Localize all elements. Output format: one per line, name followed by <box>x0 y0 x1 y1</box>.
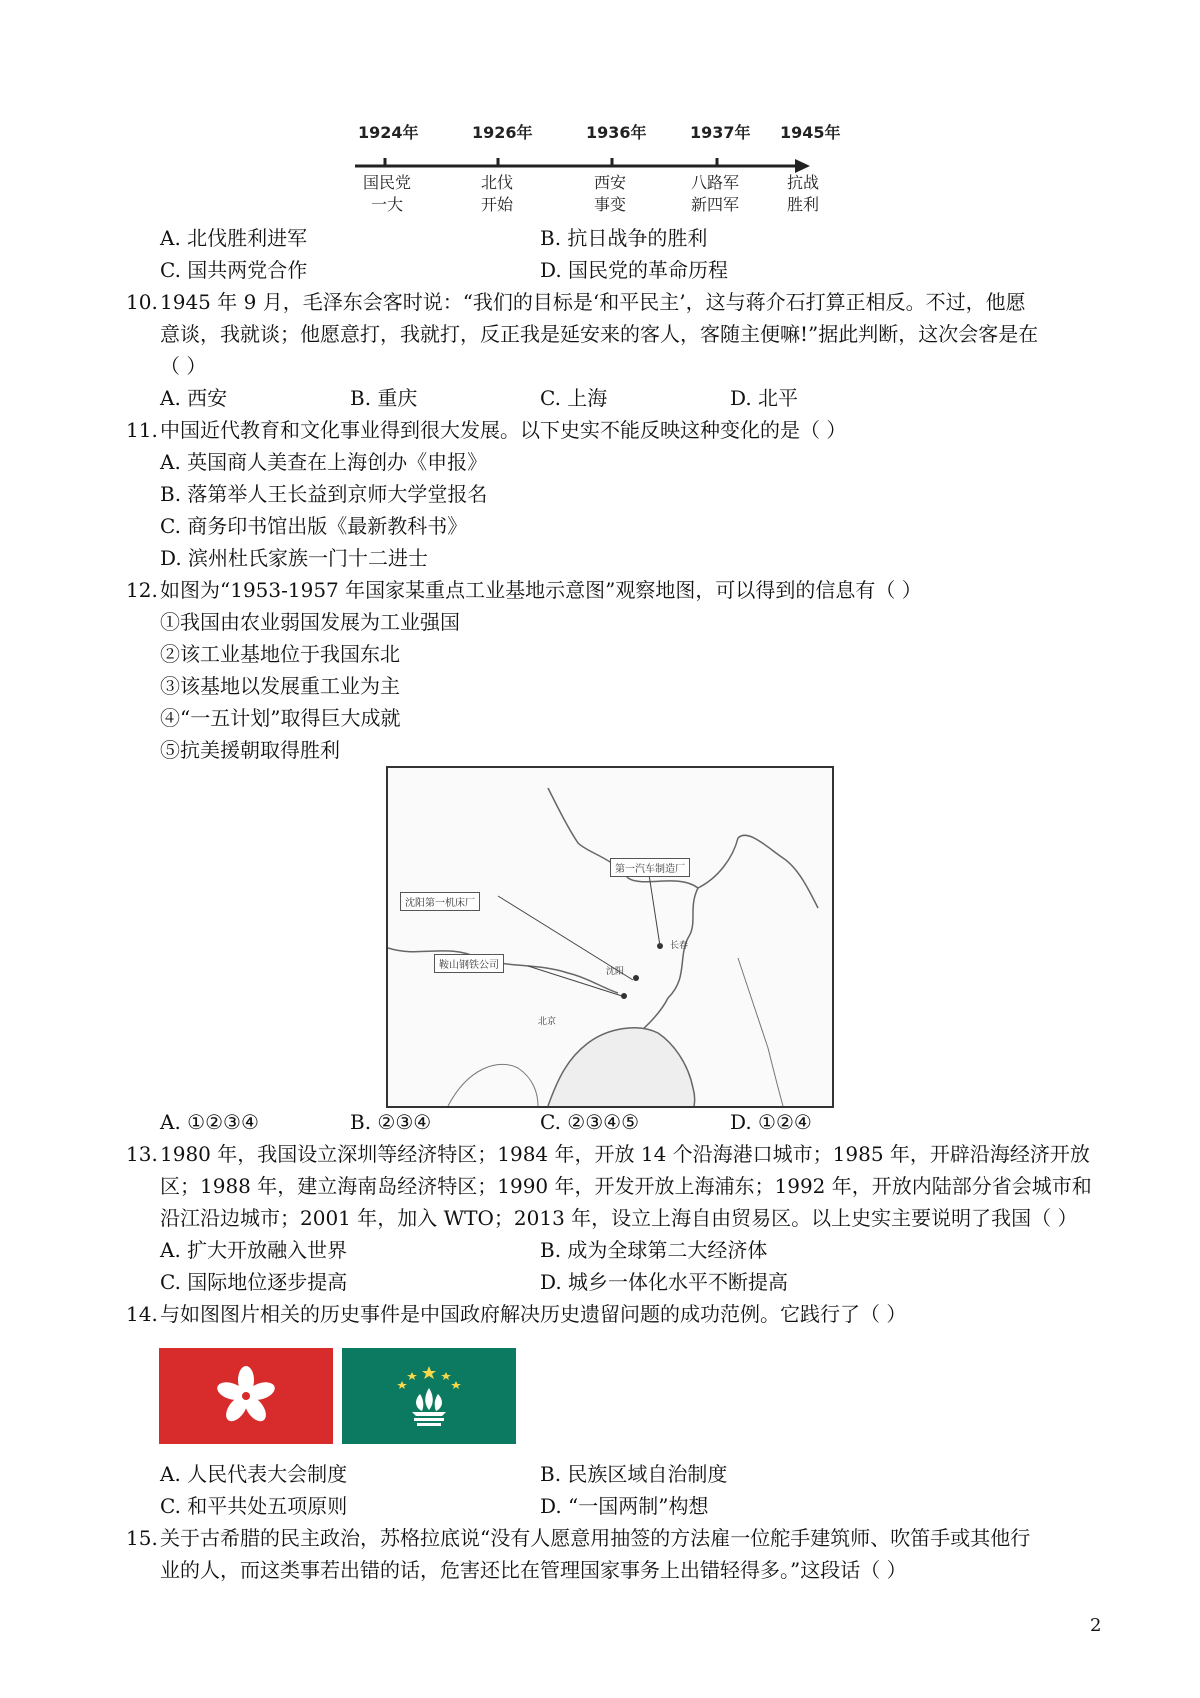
q12-item: ⑤抗美援朝取得胜利 <box>160 738 340 762</box>
timeline-year: 1945年 <box>780 123 841 142</box>
q13-stem: 沿江沿边城市；2001 年，加入 WTO；2013 年，设立上海自由贸易区。以上史实主要说明了我国（ ） <box>160 1206 1078 1230</box>
q10-stem: 意谈，我就谈；他愿意打，我就打，反正我是延安来的客人，客随主便嘛!”据此判断，这次会客是在 <box>160 322 1039 346</box>
timeline-label: 西安 事变 <box>593 173 626 214</box>
q9-option-d: D. 国民党的革命历程 <box>540 258 729 282</box>
page-number: 2 <box>1090 1615 1102 1636</box>
macau-flag <box>342 1348 516 1444</box>
q12-item: ③该基地以发展重工业为主 <box>160 674 400 698</box>
hong-kong-flag <box>159 1348 333 1444</box>
q14-option-c: C. 和平共处五项原则 <box>160 1494 348 1518</box>
q12-item: ①我国由农业弱国发展为工业强国 <box>160 610 460 634</box>
timeline-year: 1924年 <box>358 123 419 142</box>
map-city-shenyang: 沈阳 <box>606 967 625 977</box>
q14-option-d: D. “一国两制”构想 <box>540 1494 709 1518</box>
q13-option-c: C. 国际地位逐步提高 <box>160 1270 348 1294</box>
timeline-year: 1926年 <box>472 123 533 142</box>
map-label-faw: 第一汽车制造厂 <box>610 858 690 877</box>
map-city-beijing: 北京 <box>538 1017 557 1027</box>
q9-option-a: A. 北伐胜利进军 <box>160 226 308 250</box>
q13-option-d: D. 城乡一体化水平不断提高 <box>540 1270 789 1294</box>
q10-stem: （ ） <box>160 354 207 378</box>
q12-stem: 如图为“1953-1957 年国家某重点工业基地示意图”观察地图，可以得到的信息有（ ） <box>160 578 922 602</box>
map-city-changchun: 长春 <box>670 941 689 951</box>
q9-option-b: B. 抗日战争的胜利 <box>540 226 708 250</box>
q11-option-d: D. 滨州杜氏家族一门十二进士 <box>160 546 429 570</box>
q10-option-c: C. 上海 <box>540 386 608 410</box>
q14-stem: 与如图图片相关的历史事件是中国政府解决历史遗留问题的成功范例。它践行了（ ） <box>160 1302 907 1326</box>
q14-option-a: A. 人民代表大会制度 <box>160 1462 348 1486</box>
q13-option-b: B. 成为全球第二大经济体 <box>540 1238 768 1262</box>
q11-option-a: A. 英国商人美查在上海创办《申报》 <box>160 450 488 474</box>
q12-item: ④“一五计划”取得巨大成就 <box>160 706 401 730</box>
map-label-shenyang-machine: 沈阳第一机床厂 <box>400 892 480 911</box>
map-outline <box>388 768 832 1106</box>
q11-option-b: B. 落第举人王长益到京师大学堂报名 <box>160 482 488 506</box>
q10-option-d: D. 北平 <box>730 386 799 410</box>
timeline-year: 1936年 <box>586 123 647 142</box>
q15-stem: 业的人，而这类事若出错的话，危害还比在管理国家事务上出错轻得多。”这段话（ ） <box>160 1558 907 1582</box>
q12-option-d: D. ①②④ <box>730 1110 812 1134</box>
timeline-label: 国民党 一大 <box>362 173 411 214</box>
q14-number: 14. <box>126 1302 158 1326</box>
q12-item: ②该工业基地位于我国东北 <box>160 642 400 666</box>
q13-number: 13. <box>126 1142 158 1166</box>
timeline-label: 北伐 开始 <box>480 173 513 214</box>
q13-option-a: A. 扩大开放融入世界 <box>160 1238 348 1262</box>
timeline-label: 抗战 胜利 <box>786 173 819 214</box>
q10-number: 10. <box>126 290 158 314</box>
q10-option-a: A. 西安 <box>160 386 228 410</box>
timeline-year: 1937年 <box>690 123 751 142</box>
q11-number: 11. <box>126 418 158 442</box>
q15-stem: 关于古希腊的民主政治，苏格拉底说“没有人愿意用抽签的方法雇一位舵手建筑师、吹笛手或其他行 <box>160 1526 1031 1550</box>
q12-option-b: B. ②③④ <box>350 1110 432 1134</box>
q12-option-a: A. ①②③④ <box>160 1110 259 1134</box>
q13-stem: 区；1988 年，建立海南岛经济特区；1990 年，开发开放上海浦东；1992 年，开放内陆部分省会城市和 <box>160 1174 1092 1198</box>
industrial-base-map <box>386 766 834 1108</box>
timeline-arrow <box>795 159 810 173</box>
q15-number: 15. <box>126 1526 158 1550</box>
q9-option-c: C. 国共两党合作 <box>160 258 308 282</box>
q11-option-c: C. 商务印书馆出版《最新教科书》 <box>160 514 468 538</box>
map-label-anshan-steel: 鞍山钢铁公司 <box>434 954 504 973</box>
q12-option-c: C. ②③④⑤ <box>540 1110 640 1134</box>
q12-number: 12. <box>126 578 158 602</box>
timeline-label: 八路军 新四军 <box>690 173 739 214</box>
q10-option-b: B. 重庆 <box>350 386 418 410</box>
q14-option-b: B. 民族区域自治制度 <box>540 1462 728 1486</box>
q13-stem: 1980 年，我国设立深圳等经济特区；1984 年，开放 14 个沿海港口城市；1985 年，开辟沿海经济开放 <box>160 1142 1090 1166</box>
q11-stem: 中国近代教育和文化事业得到很大发展。以下史实不能反映这种变化的是（ ） <box>160 418 847 442</box>
q10-stem: 1945 年 9 月，毛泽东会客时说：“我们的目标是‘和平民主’，这与蒋介石打算正相反。不过，他愿 <box>160 290 1026 314</box>
